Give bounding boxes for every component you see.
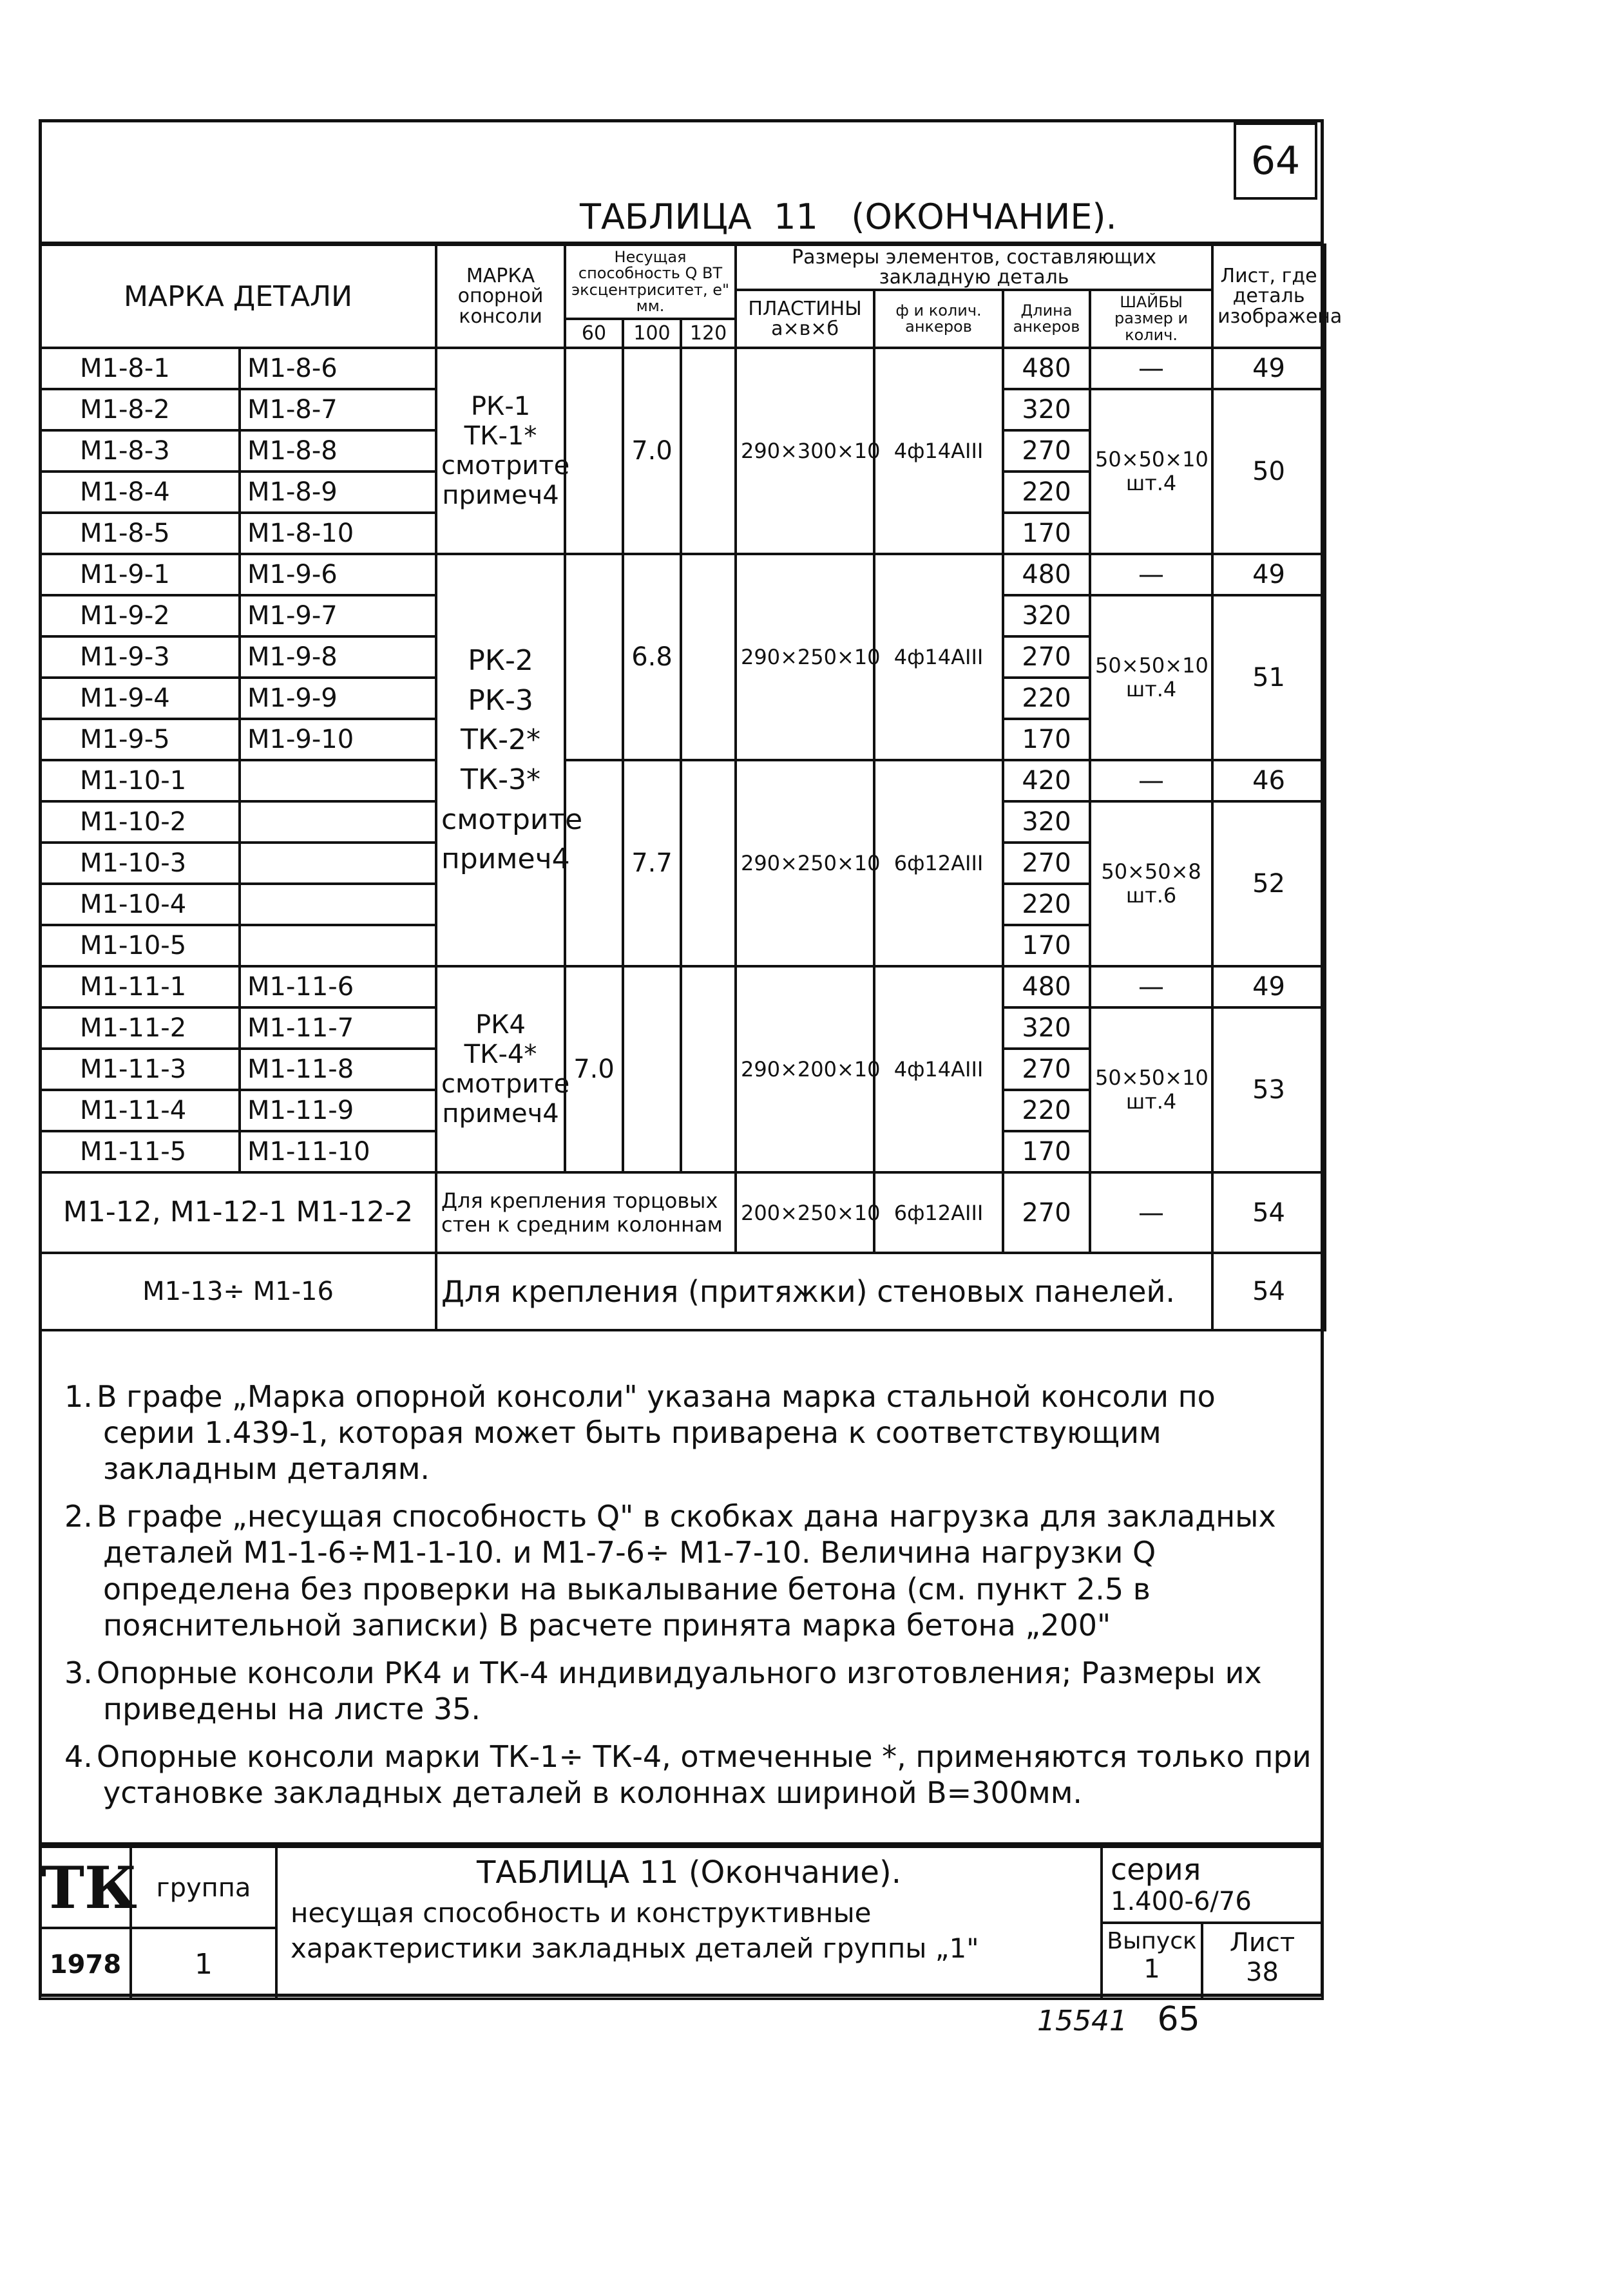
table-cell-marka: М1-11-10 (240, 1131, 436, 1172)
table-cell-length: 170 (1003, 925, 1090, 966)
table-cell-marka: М1-8-10 (240, 513, 436, 554)
table-cell-marka (240, 925, 436, 966)
table-cell-washer: 50×50×10 шт.4 (1090, 389, 1212, 554)
table-cell-marka (240, 843, 436, 884)
footer (1037, 2000, 1200, 2039)
table-cell-marka: М1-12, М1-12-1 М1-12-2 (40, 1172, 436, 1253)
stamp-vypusk-label: Выпуск (1107, 1928, 1197, 1954)
table-cell-marka: М1-11-2 (40, 1007, 240, 1049)
table-cell-marka: М1-8-3 (40, 430, 240, 472)
table-cell-q60 (565, 554, 623, 760)
table-cell-q100: 6.8 (623, 554, 681, 760)
table-cell-marka: М1-9-5 (40, 719, 240, 760)
stamp-seria-cell (1100, 1845, 1324, 1924)
table-cell-sheet: 49 (1212, 348, 1325, 389)
table-cell-q120 (681, 966, 736, 1172)
table-cell-marka: М1-8-1 (40, 348, 240, 389)
table-cell-washer: — (1090, 966, 1212, 1007)
table-cell-plate: 290×200×10 (736, 966, 874, 1172)
table-cell-length: 220 (1003, 678, 1090, 719)
table-cell-q120 (681, 348, 736, 554)
table-cell-q120 (681, 554, 736, 760)
table-cell-sheet: 51 (1212, 595, 1325, 760)
header-marka-konsoli: МАРКА опорной консоли (436, 245, 565, 348)
table-cell-length: 480 (1003, 554, 1090, 595)
table-cell-konsol: Для крепления торцовых стен к средним колоннам (436, 1172, 736, 1253)
table-cell-marka: М1-13÷ М1-16 (40, 1253, 436, 1330)
table-cell-length: 170 (1003, 1131, 1090, 1172)
stamp-seria-label: серия (1111, 1852, 1201, 1887)
table-cell-length: 220 (1003, 1090, 1090, 1131)
table-cell-marka: М1-8-7 (240, 389, 436, 430)
stamp-title (275, 1845, 1103, 2000)
table-cell-sheet: 49 (1212, 554, 1325, 595)
stamp-list: 38 (1246, 1958, 1279, 1987)
table-cell-washer: 50×50×10 шт.4 (1090, 1007, 1212, 1172)
table-cell-anchors: 4ф14АIII (874, 966, 1003, 1172)
table-cell-marka: М1-10-1 (40, 760, 240, 801)
table-cell-marka: М1-8-4 (40, 472, 240, 513)
table-cell-anchors: 6ф12АIII (874, 1172, 1003, 1253)
table-cell-sheet: 49 (1212, 966, 1325, 1007)
table-cell-marka: М1-8-5 (40, 513, 240, 554)
header-razmery: Размеры элементов, составляющих закладную деталь (736, 245, 1212, 290)
table-cell-marka: М1-9-7 (240, 595, 436, 636)
table-cell-length: 270 (1003, 843, 1090, 884)
table-cell-q60: 7.0 (565, 966, 623, 1172)
table-cell-q60 (565, 348, 623, 554)
table-cell-marka: М1-11-1 (40, 966, 240, 1007)
table-cell-length: 220 (1003, 472, 1090, 513)
notes-block (64, 1378, 1314, 1822)
table-cell-marka: М1-11-7 (240, 1007, 436, 1049)
table-cell-marka (240, 801, 436, 843)
table-cell-sheet: 46 (1212, 760, 1325, 801)
table-cell-anchors: 6ф12АIII (874, 760, 1003, 966)
table-cell-length: 420 (1003, 760, 1090, 801)
table-cell-marka: М1-10-3 (40, 843, 240, 884)
table-cell-washer: 50×50×8 шт.6 (1090, 801, 1212, 966)
table-cell-length: 480 (1003, 966, 1090, 1007)
table-cell-length: 320 (1003, 595, 1090, 636)
table-cell-q100: 7.0 (623, 348, 681, 554)
table-cell-washer: — (1090, 554, 1212, 595)
table-cell-length: 320 (1003, 389, 1090, 430)
table-cell-length: 480 (1003, 348, 1090, 389)
table-cell-marka: М1-11-8 (240, 1049, 436, 1090)
table-cell-sheet: 52 (1212, 801, 1325, 966)
table-cell-plate: 290×250×10 (736, 760, 874, 966)
table-cell-washer: — (1090, 348, 1212, 389)
table-cell-q60 (565, 760, 623, 966)
table-cell-q100: 7.7 (623, 760, 681, 966)
table-cell-q120 (681, 760, 736, 966)
table-cell-marka: М1-10-5 (40, 925, 240, 966)
table-cell-plate: 200×250×10 (736, 1172, 874, 1253)
table-cell-marka: М1-9-6 (240, 554, 436, 595)
table-cell-marka: М1-11-4 (40, 1090, 240, 1131)
table-cell-length: 170 (1003, 513, 1090, 554)
page-number: 64 (1234, 122, 1317, 200)
main-table (39, 243, 1342, 1331)
header-list: Лист, где деталь изображена (1212, 245, 1325, 348)
table-cell-marka (240, 884, 436, 925)
table-cell-anchors: 4ф14АIII (874, 348, 1003, 554)
table-cell-konsol: РК-2 РК-3 ТК-2* ТК-3* смотрите примеч4 (436, 554, 565, 966)
table-cell-length: 170 (1003, 719, 1090, 760)
header-ecc-120: 120 (681, 319, 736, 348)
table-cell-marka: М1-9-10 (240, 719, 436, 760)
title-block (39, 1842, 1324, 2000)
table-cell-marka: М1-9-4 (40, 678, 240, 719)
note-item: 3. Опорные консоли РК4 и ТК-4 индивидуального изготовления; Размеры их приведены на листе 35. (64, 1655, 1262, 1726)
stamp-gruppa: 1 (129, 1927, 278, 2000)
table-cell-marka (240, 760, 436, 801)
table-cell-sheet: 50 (1212, 389, 1325, 554)
table-cell-plate: 290×250×10 (736, 554, 874, 760)
table-cell-length: 320 (1003, 1007, 1090, 1049)
table-cell-length: 270 (1003, 1172, 1090, 1253)
table-cell-marka: М1-11-6 (240, 966, 436, 1007)
header-marka-detali: МАРКА ДЕТАЛИ (40, 245, 436, 348)
footer-page: 65 (1157, 2000, 1200, 2039)
footer-code: 15541 (1037, 2005, 1127, 2037)
header-plastiny: ПЛАСТИНЫ а×в×б (736, 290, 874, 348)
table-cell-washer: — (1090, 760, 1212, 801)
table-cell-plate: 290×300×10 (736, 348, 874, 554)
stamp-gruppa-label: группа (129, 1845, 278, 1929)
stamp-vypusk: 1 (1143, 1954, 1160, 1984)
table-cell-sheet: 54 (1212, 1253, 1325, 1330)
stamp-list-cell (1201, 1921, 1324, 2000)
table-cell-length: 270 (1003, 1049, 1090, 1090)
stamp-title-line1: ТАБЛИЦА 11 (Окончание). (477, 1855, 901, 1891)
table-cell-marka: М1-11-5 (40, 1131, 240, 1172)
header-nesushchaya: Несущая способность Q ВТ эксцентриситет, е" мм. (565, 245, 736, 319)
table-cell-marka: М1-10-2 (40, 801, 240, 843)
table-cell-konsol: РК4 ТК-4* смотрите примеч4 (436, 966, 565, 1172)
table-cell-marka: М1-9-9 (240, 678, 436, 719)
table-cell-marka: М1-11-3 (40, 1049, 240, 1090)
stamp-tk: ТК (39, 1845, 132, 1929)
table-cell-sheet: 53 (1212, 1007, 1325, 1172)
header-dlina: Длина анкеров (1003, 290, 1090, 348)
table-cell-length: 270 (1003, 636, 1090, 678)
table-cell-konsol: РК-1 ТК-1* смотрите примеч4 (436, 348, 565, 554)
table-cell-marka: М1-9-1 (40, 554, 240, 595)
note-item: 1. В графе „Марка опорной консоли" указана марка стальной консоли по серии 1.439-1, которая может быть приварена к соответствующим закладным деталям. (64, 1379, 1216, 1487)
stamp-year: 1978 (39, 1927, 132, 2000)
table-cell-sheet: 54 (1212, 1172, 1325, 1253)
stamp-seria: 1.400-6/76 (1111, 1887, 1252, 1916)
table-cell-length: 220 (1003, 884, 1090, 925)
table-cell-marka: М1-8-8 (240, 430, 436, 472)
table-cell-marka: М1-9-2 (40, 595, 240, 636)
table-cell-marka: М1-8-6 (240, 348, 436, 389)
header-ecc-60: 60 (565, 319, 623, 348)
note-item: 2. В графе „несущая способность Q" в скобках дана нагрузка для закладных деталей М1-1-6÷М1-1-10. и М1-7-6÷ М1-7-10. Величина нагрузки Q определена без проверки на выкалывание бетона (см. пункт 2.5 в пояснительной записки) В расчете принята марка бетона „200" (64, 1499, 1276, 1643)
table-cell-marka: М1-11-9 (240, 1090, 436, 1131)
note-item: 4. Опорные консоли марки ТК-1÷ ТК-4, отмеченные *, применяются только при установке закладных деталей в колоннах шириной В=300мм. (64, 1739, 1312, 1811)
table-cell-marka: М1-10-4 (40, 884, 240, 925)
table-cell-length: 320 (1003, 801, 1090, 843)
stamp-title-line2: несущая способность и конструктивные характеристики закладных деталей группы „1" (291, 1897, 979, 1964)
table-title: ТАБЛИЦА 11 (ОКОНЧАНИЕ). (580, 196, 1117, 237)
table-cell-marka: М1-8-2 (40, 389, 240, 430)
stamp-vypusk-cell (1100, 1921, 1203, 2000)
table-cell-marka: М1-9-3 (40, 636, 240, 678)
header-ankery: ф и колич. анкеров (874, 290, 1003, 348)
header-ecc-100: 100 (623, 319, 681, 348)
stamp-list-label: Лист (1229, 1928, 1295, 1958)
table-cell-washer: — (1090, 1172, 1212, 1253)
table-cell-washer: 50×50×10 шт.4 (1090, 595, 1212, 760)
table-cell-marka: М1-8-9 (240, 472, 436, 513)
table-cell-q100 (623, 966, 681, 1172)
header-shaiby: ШАЙБЫ размер и колич. (1090, 290, 1212, 348)
table-cell-length: 270 (1003, 430, 1090, 472)
table-cell-marka: М1-9-8 (240, 636, 436, 678)
table-cell-description: Для крепления (притяжки) стеновых панелей. (436, 1253, 1212, 1330)
table-cell-anchors: 4ф14АIII (874, 554, 1003, 760)
